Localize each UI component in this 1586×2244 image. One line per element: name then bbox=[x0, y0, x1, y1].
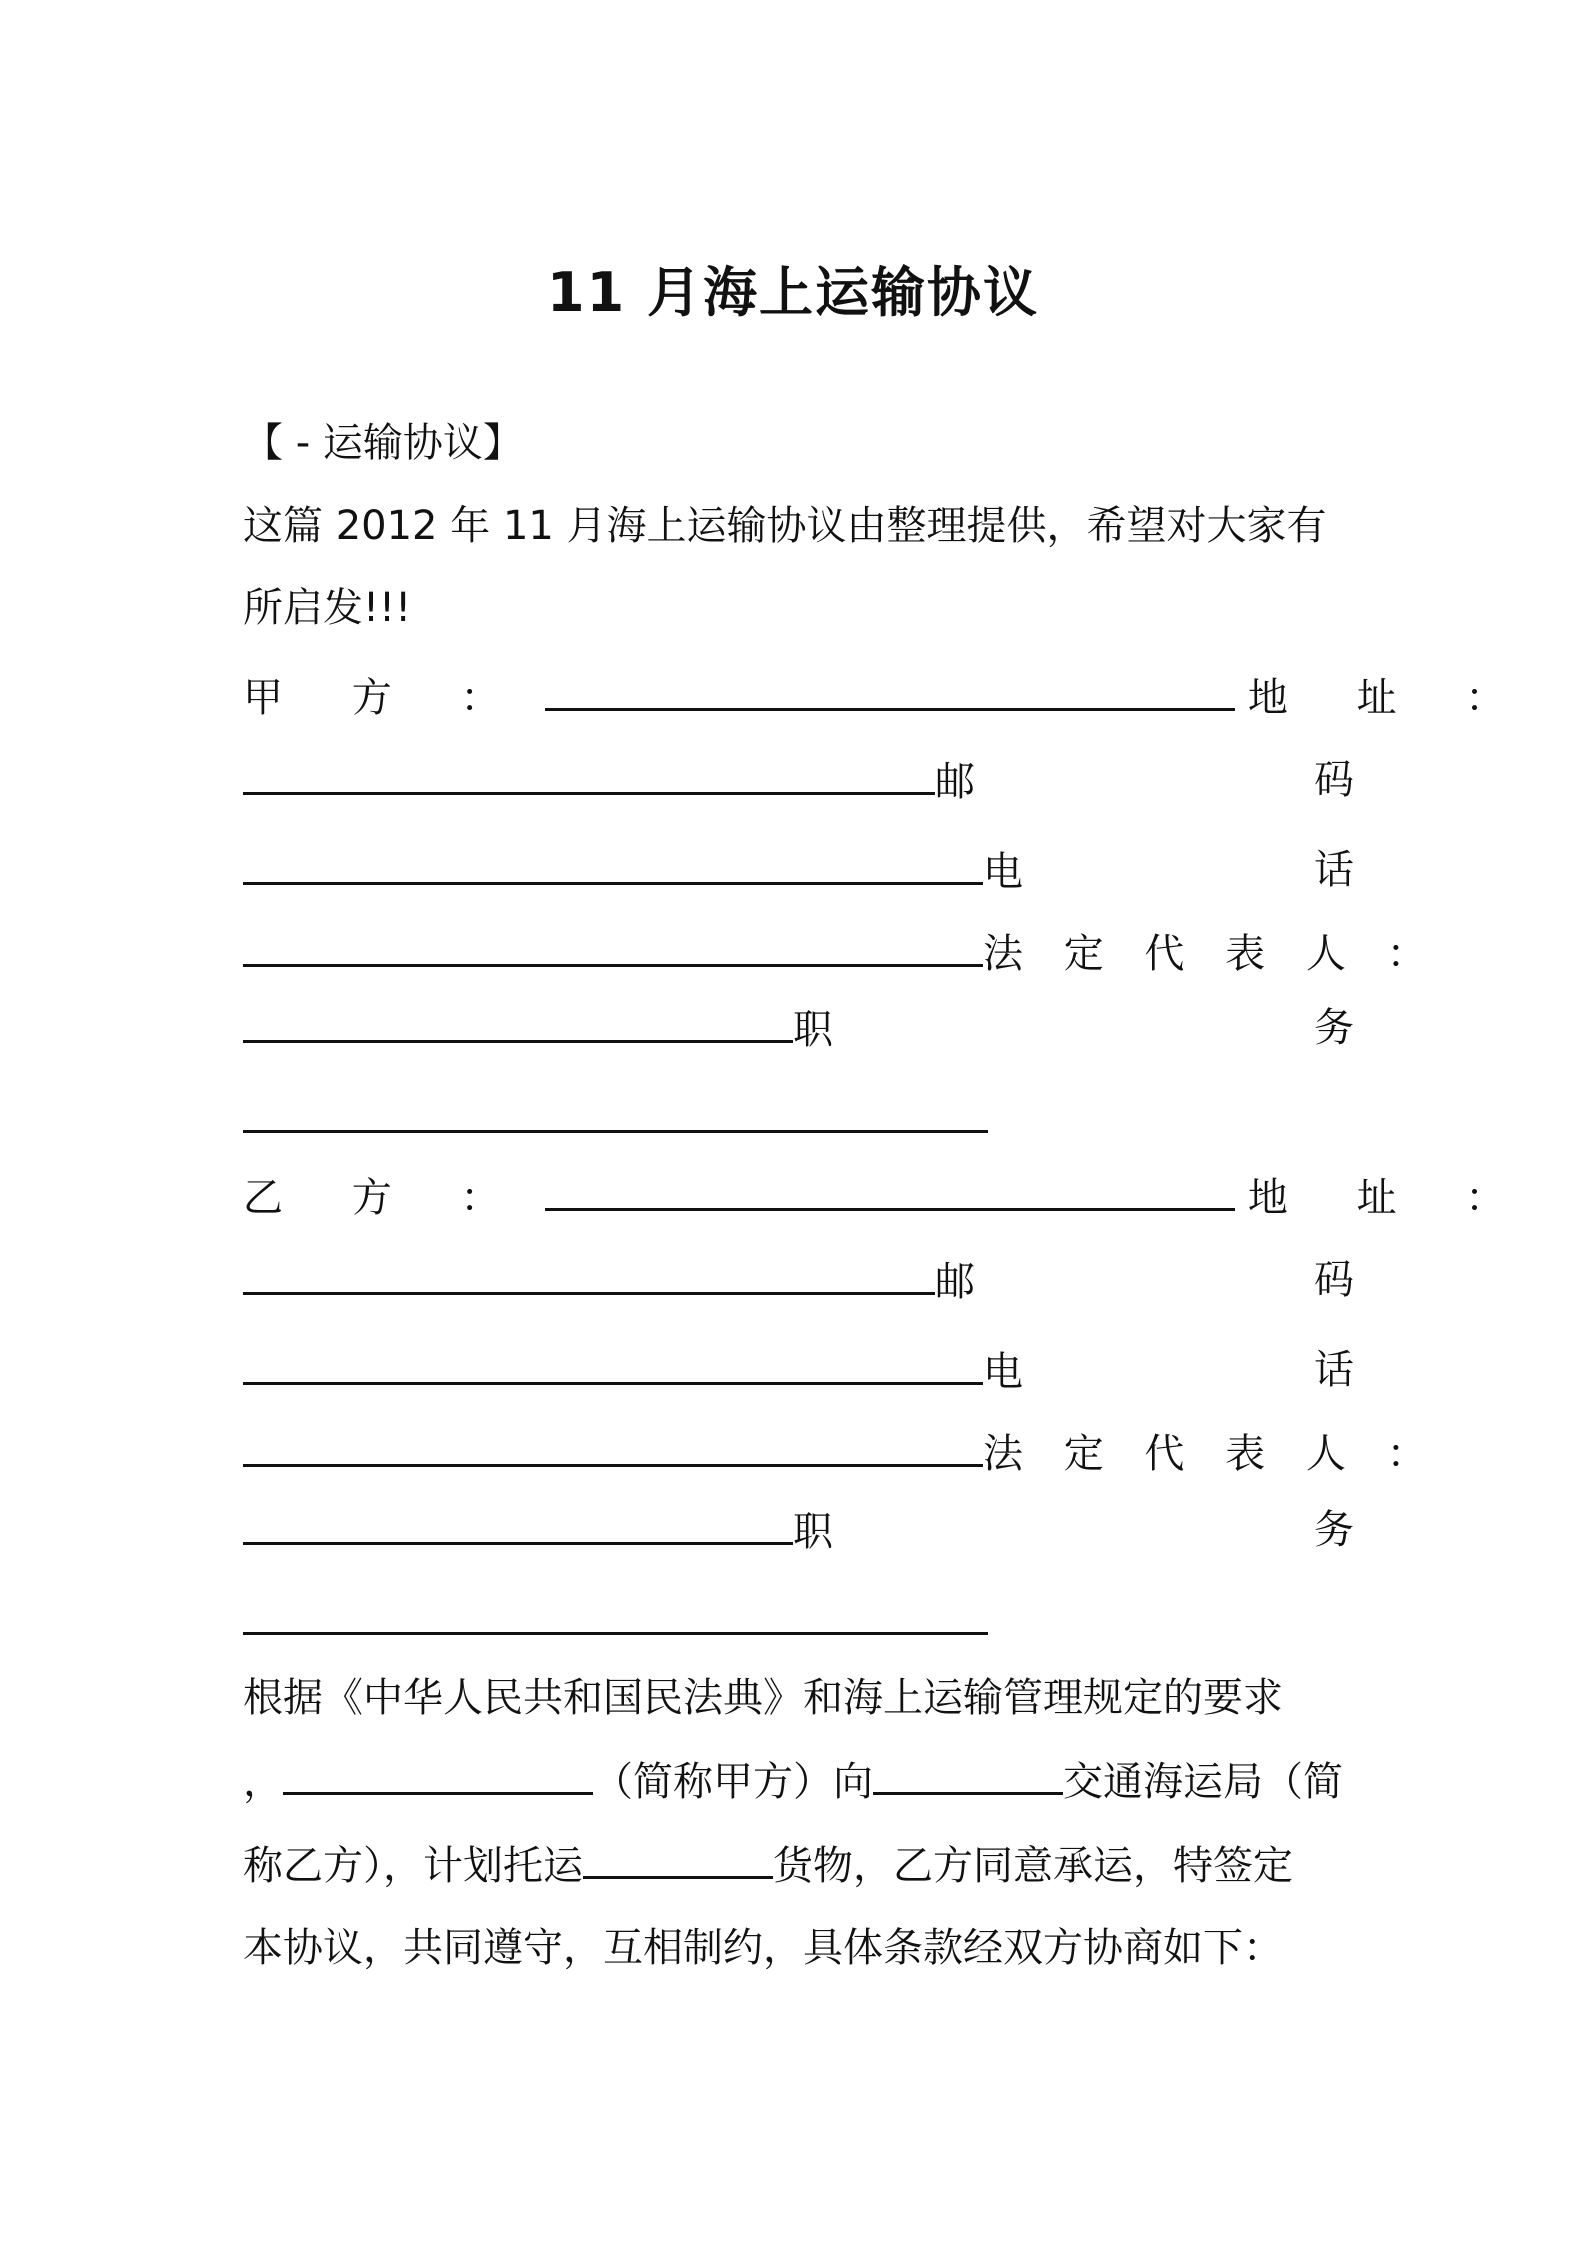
body-line-2-mid: （简称甲方）向 bbox=[593, 1759, 873, 1805]
body-line-4: 本协议，共同遵守，互相制约，具体条款经双方协商如下： bbox=[243, 1925, 1283, 1971]
party-b-legal-rep-row bbox=[243, 1424, 1441, 1482]
body-line-3 bbox=[243, 1836, 1354, 1894]
party-a-postcode-label-1: 邮 bbox=[935, 759, 975, 805]
party-a-name-blank[interactable] bbox=[545, 668, 1235, 711]
body-line-3-end: 货物，乙方同意承运，特签定 bbox=[773, 1843, 1293, 1889]
party-a-legal-rep-blank[interactable] bbox=[243, 1000, 793, 1043]
party-b-label: 乙 方 ： bbox=[243, 1175, 529, 1221]
subtitle: 【 - 运输协议】 bbox=[243, 420, 523, 466]
party-a-row bbox=[243, 668, 1534, 726]
body-line-3-start: 称乙方），计划托运 bbox=[243, 1843, 583, 1889]
party-a-postcode-label-2: 码 bbox=[1314, 757, 1354, 803]
party-a-postcode-row bbox=[243, 752, 1354, 810]
party-a-position-label-2: 务 bbox=[1314, 1005, 1354, 1051]
party-b-postcode-label-1: 邮 bbox=[935, 1259, 975, 1305]
party-a-legal-rep-label: 法 定 代 表 人 ： bbox=[983, 931, 1441, 977]
document-title: 11 月海上运输协议 bbox=[547, 261, 1039, 324]
party-b-phone-label-2: 话 bbox=[1314, 1347, 1354, 1393]
party-a-phone-blank[interactable] bbox=[243, 924, 983, 967]
body-line-2-start: ， bbox=[243, 1759, 283, 1805]
intro-line-1: 这篇 2012 年 11 月海上运输协议由整理提供，希望对大家有 bbox=[243, 503, 1327, 549]
party-b-position-row bbox=[243, 1502, 1354, 1560]
cargo-blank[interactable] bbox=[583, 1836, 773, 1879]
party-b-address-blank[interactable] bbox=[243, 1252, 935, 1295]
party-a-position-row bbox=[243, 1000, 1354, 1058]
party-b-position-label-1: 职 bbox=[793, 1509, 833, 1555]
intro-line-2: 所启发!!! bbox=[243, 585, 412, 631]
party-a-address-blank[interactable] bbox=[243, 752, 935, 795]
party-a-label: 甲 方 ： bbox=[243, 675, 529, 721]
party-a-phone-label-1: 电 bbox=[983, 849, 1023, 895]
party-b-phone-label-1: 电 bbox=[983, 1349, 1023, 1395]
party-a-postcode-blank[interactable] bbox=[243, 842, 983, 885]
party-b-position-blank[interactable] bbox=[243, 1592, 988, 1635]
party-b-postcode-label-2: 码 bbox=[1314, 1257, 1354, 1303]
party-b-phone-row bbox=[243, 1342, 1354, 1400]
party-a-position-blank[interactable] bbox=[243, 1090, 988, 1133]
shipping-bureau-blank[interactable] bbox=[873, 1752, 1063, 1795]
party-b-position-label-2: 务 bbox=[1314, 1507, 1354, 1553]
party-b-postcode-row bbox=[243, 1252, 1354, 1310]
party-b-address-label: 地 址 ： bbox=[1247, 1175, 1534, 1221]
party-a-phone-label-2: 话 bbox=[1314, 847, 1354, 893]
party-b-postcode-blank[interactable] bbox=[243, 1342, 983, 1385]
body-line-2 bbox=[243, 1752, 1354, 1810]
party-b-row bbox=[243, 1168, 1534, 1226]
party-b-position-blank-row bbox=[243, 1592, 1354, 1650]
party-b-phone-blank[interactable] bbox=[243, 1424, 983, 1467]
party-a-legal-rep-row bbox=[243, 924, 1441, 982]
party-a-position-blank-row bbox=[243, 1090, 1354, 1148]
party-a-short-name-blank[interactable] bbox=[283, 1752, 593, 1795]
party-a-phone-row bbox=[243, 842, 1354, 900]
party-a-position-label-1: 职 bbox=[793, 1007, 833, 1053]
body-line-1: 根据《中华人民共和国民法典》和海上运输管理规定的要求 bbox=[243, 1675, 1283, 1721]
body-line-2-end: 交通海运局（简 bbox=[1063, 1759, 1343, 1805]
party-a-address-label: 地 址 ： bbox=[1247, 675, 1534, 721]
party-b-legal-rep-blank[interactable] bbox=[243, 1502, 793, 1545]
party-b-name-blank[interactable] bbox=[545, 1168, 1235, 1211]
party-b-legal-rep-label: 法 定 代 表 人 ： bbox=[983, 1431, 1441, 1477]
